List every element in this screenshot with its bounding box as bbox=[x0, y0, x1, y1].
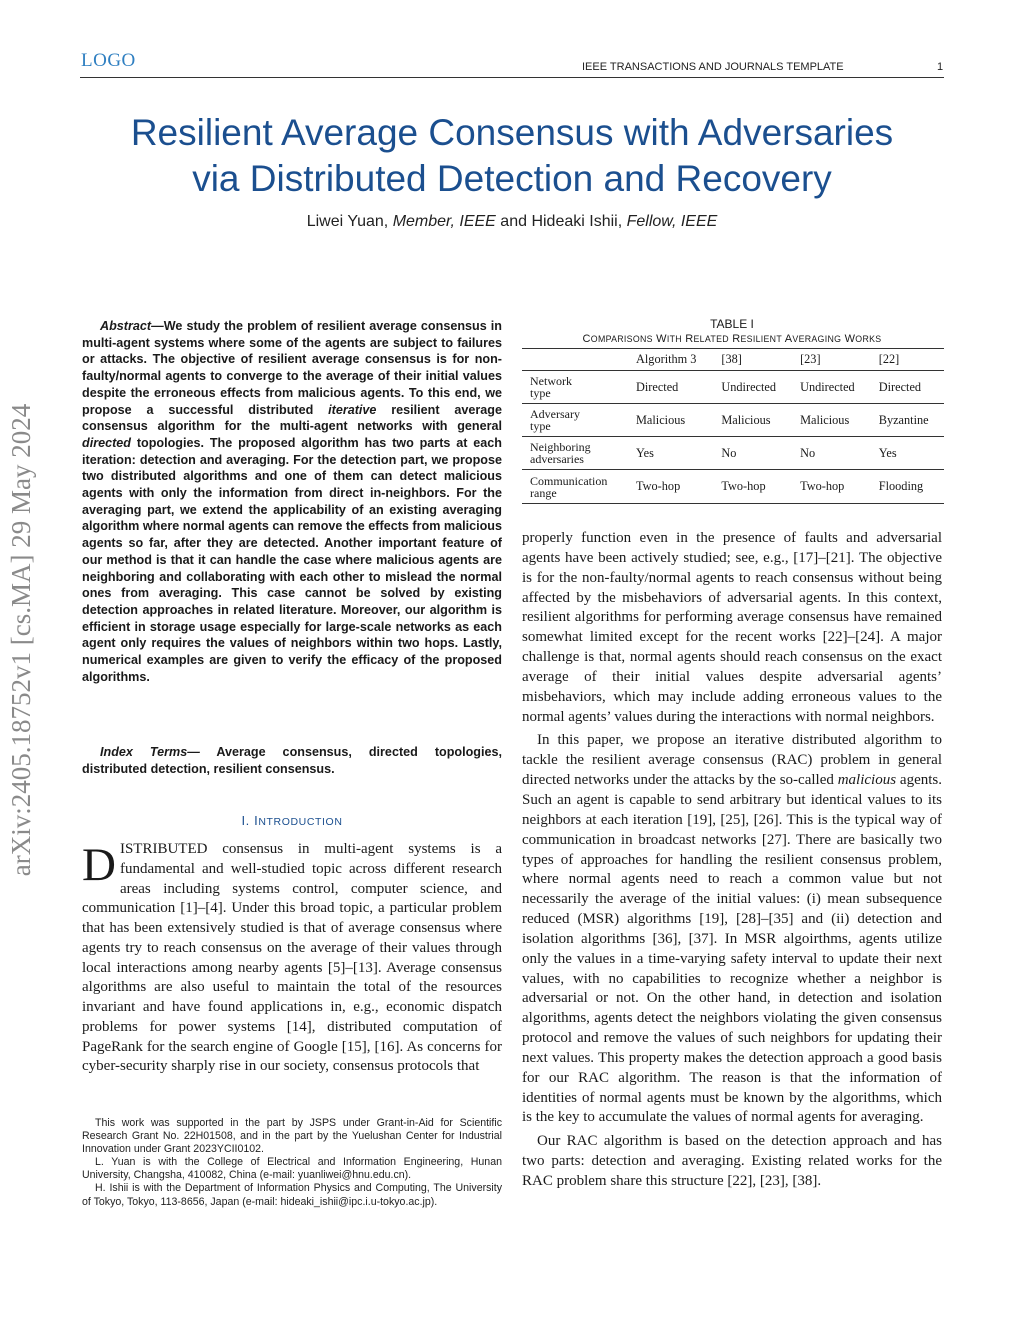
table-header-row bbox=[522, 349, 944, 371]
row-header: Network type bbox=[530, 374, 572, 400]
table-cell: Malicious bbox=[721, 412, 771, 427]
table-cell: Yes bbox=[878, 445, 897, 460]
table-cell: Two-hop bbox=[800, 479, 845, 493]
table-cell: Directed bbox=[636, 379, 679, 394]
section-heading-introduction: I. INTRODUCTION bbox=[241, 813, 343, 828]
author-1: Liwei Yuan, bbox=[306, 213, 393, 230]
table-row bbox=[522, 470, 944, 504]
table-header-cell: [23] bbox=[800, 352, 821, 366]
body-paragraph: properly function even in the presence of faults and adversarial agents have been actively studied; see, e.g., [17]–[21]. The objective is for the non-faulty/normal agents to reach consensus without being affected by the misbehaviors of adversarial agents. In this context, resilient algorithms for performing average consensus have remained somewhat limited except for the recent works [22]–[24]. A major challenge is that, normal agents should reach consensus on the exact average of their initial values despite adversarial agents’ misbehaviors, which may include adding erroneous values to the normal agents’ values during the interactions with normal neighbors. bbox=[522, 530, 942, 725]
footnote-author-2: H. Ishii is with the Department of Information Physics and Computing, The University of Tokyo, Tokyo, 113-8656, Japan (e-mail: hideaki_ishii@ipc.i.u-tokyo.ac.jp). bbox=[82, 1182, 502, 1208]
table-label: TABLE I bbox=[710, 317, 754, 331]
table-cell: Undirected bbox=[800, 379, 855, 394]
right-column-body bbox=[522, 529, 942, 1192]
paper-title bbox=[62, 110, 962, 202]
index-terms-text: Average consensus, directed topologies, distributed detection, resilient consensus. bbox=[82, 745, 502, 776]
table-cell: Directed bbox=[878, 379, 922, 394]
body-paragraph: In this paper, we propose an iterative distributed algorithm to tackle the resilient average consensus (RAC) problem in general directed networks under the attacks by the so-called malicious agents. Such an agent is capable to send arbitrary but identical values to its neighbors at each iteration [19], [25], [26]. This is the typical way of communication in broadcast networks [27]. There are basically two types of approaches for handling the resilient consensus problem, where normal agents need to reach a common value but not necessarily the average of the initial values: (i) mean subsequence reduced (MSR) algorithms [19], [28]–[35] and (ii) detection and isolation algorithms [36], [37]. In MSR algoirthms, agents utilize only the values in a time-varying safety interval to update their next values, with no capabilities to recognize whether a neighbor is adversarial or not. On the other hand, in detection and isolation algorithms, agents detect the neighbors violating the given consensus protocol and remove the values of such neighbors for updating their next values. This property makes the detection approach a good basis for our RAC algorithm. The reason is that the information of identities of normal agents must be known by the algorithms, which is the key to accumulate the values of normal agents for averaging. bbox=[522, 732, 942, 1126]
arxiv-stamp-container bbox=[6, 330, 56, 950]
table-cell: No bbox=[721, 445, 737, 460]
abstract-emph-iterative: iterative bbox=[328, 402, 377, 417]
abstract-text-1: We study the problem of resilient average consensus in multi-agent systems where some of the agents are subject to failures or attacks. The objective of resilient average consensus is for non-faulty/normal agents to converge to the average of their initial values despite the erroneous effects from malicious agents. To this end, we propose a successful distributed bbox=[82, 319, 502, 417]
abstract-emph-directed: directed bbox=[82, 435, 131, 450]
table-header-cell bbox=[522, 349, 628, 371]
table-header-cell: [38] bbox=[721, 352, 742, 366]
header-rule bbox=[80, 77, 944, 78]
table-cell: Undirected bbox=[721, 379, 777, 394]
footnotes bbox=[82, 1117, 502, 1209]
drop-cap: D bbox=[82, 839, 116, 891]
journal-name: IEEE TRANSACTIONS AND JOURNALS TEMPLATE bbox=[582, 61, 844, 73]
abstract-text-2: resilient average consensus algorithm for the multi-agent networks with general bbox=[82, 402, 502, 434]
index-terms-lead: Index Terms— bbox=[100, 745, 200, 759]
table-cell: No bbox=[800, 445, 816, 460]
introduction-text: ISTRIBUTED consensus in multi-agent systems is a fundamental and well-studied topic across different research areas including systems control, computer science, and communication [1]–[4]. Under this broad topic, a particular problem that has been extensively studied is that of average consensus where agents try to reach consensus on the average of their values through local interactions among nearby agents [5]–[13]. Average consensus algorithms are also useful to maintain the total of the resources invariant and have found applications in, e.g., economic dispatch problems for power systems [14], distributed computation of PageRank for the search engine of Google [15], [16]. As concerns for cyber-security sharply rise in our society, consensus protocols that bbox=[82, 841, 502, 1075]
author-2-role: Fellow, IEEE bbox=[626, 213, 718, 230]
table-cell: Malicious bbox=[636, 412, 686, 427]
page-number: 1 bbox=[937, 61, 944, 73]
table-header-cell: Algorithm 3 bbox=[636, 352, 697, 366]
table-row bbox=[522, 371, 944, 404]
table-caption: COMPARISONS WITH RELATED RESILIENT AVERAGING WORKS bbox=[582, 333, 882, 345]
introduction-paragraph bbox=[82, 840, 502, 1077]
abstract bbox=[82, 318, 502, 685]
arxiv-stamp: arXiv:2405.18752v1 [cs.MA] 29 May 2024 bbox=[6, 403, 36, 877]
index-terms bbox=[82, 744, 502, 777]
table-row bbox=[522, 437, 944, 470]
emph-malicious: malicious bbox=[837, 772, 897, 789]
footnote-funding: This work was supported in the part by JSPS under Grant-in-Aid for Scientific Research Grant No. 22H01508, and in the part by the Yuelushan Center for Industrial Innovation under Grant 2023YCII0102. bbox=[82, 1117, 502, 1156]
table-cell: Byzantine bbox=[878, 412, 929, 427]
body-paragraph: Our RAC algorithm is based on the detection approach and has two parts: detection and averaging. Existing related works for the RAC problem share this structure [22], [23], [38]. bbox=[522, 1133, 942, 1189]
abstract-lead: Abstract— bbox=[100, 319, 164, 333]
footnote-author-1: L. Yuan is with the College of Electrical and Information Engineering, Hunan University, Changsha, 410082, China (e-mail: yuanliwei@hnu.edu.cn). bbox=[82, 1156, 502, 1182]
table-row bbox=[522, 404, 944, 437]
title-line-1: Resilient Average Consensus with Adversaries bbox=[130, 112, 894, 153]
table-cell: Malicious bbox=[800, 412, 850, 427]
row-header: Communication range bbox=[530, 473, 608, 500]
abstract-text-3: topologies. The proposed algorithm has two parts at each iteration: detection and averaging. For the detection part, we propose two distributed algorithms and one of them can detect malicious agents with only the information from direct in-neighbors. For the averaging part, we extend the applicability of an existing averaging algorithm where normal agents can remove the effects from malicious agents so far, after they are detected. Another important feature of our method is that it can handle the case where malicious agents are neighboring and collaborating with each other to mislead the normal ones from averaging. This case cannot be solved by existing detection approaches in related literature. Moreover, our algorithm is efficient in storage usage especially for large-scale networks as each agent only requires the values of neighbors within two hops. Lastly, numerical examples are given to verify the efficacy of the proposed algorithms. bbox=[82, 435, 502, 684]
author-1-role: Member, IEEE bbox=[392, 213, 496, 230]
author-line bbox=[62, 213, 962, 231]
author-2: and Hideaki Ishii, bbox=[495, 213, 627, 230]
table-header-cell: [22] bbox=[878, 352, 900, 366]
logo: LOGO bbox=[81, 50, 136, 71]
table-cell: Two-hop bbox=[636, 479, 681, 493]
table-cell: Flooding bbox=[878, 479, 924, 493]
comparison-table bbox=[522, 348, 944, 504]
row-header: Neighboring adversaries bbox=[530, 440, 591, 466]
table-cell: Yes bbox=[636, 445, 654, 460]
title-line-2: via Distributed Detection and Recovery bbox=[192, 158, 832, 199]
row-header: Adversary type bbox=[530, 407, 580, 433]
table-cell: Two-hop bbox=[721, 479, 766, 493]
